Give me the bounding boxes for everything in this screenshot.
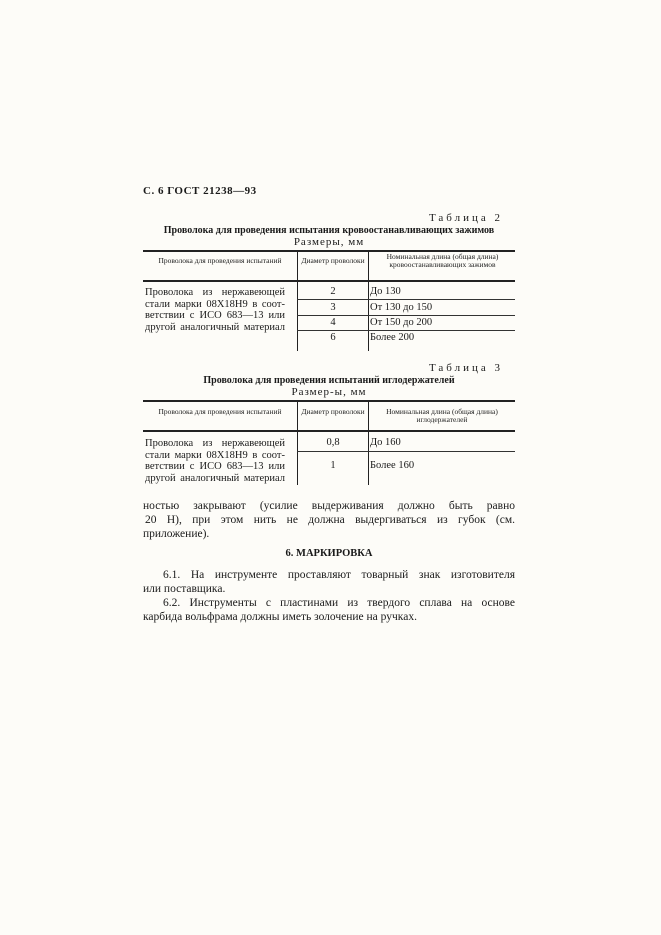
column-divider [368, 401, 369, 485]
length-cell: До 130 [370, 286, 401, 297]
text-line: ностью закрывают (усилие выдерживания должно быть равно [143, 500, 515, 512]
table-units: Размер-ы, мм [291, 386, 367, 398]
header-length: Номинальная длина (общая длина) иглодержателей [386, 407, 498, 424]
text-line: или поставщика. [143, 583, 226, 595]
text-line: 20 Н), при этом нить не должна выдергиваться из губок (см. [145, 514, 515, 526]
table-caption: Проволока для проведения испытания кровоостанавливающих зажимов [163, 225, 495, 236]
material-line: стали марки 08Х18Н9 в соот- [145, 298, 285, 310]
material-line: другой аналогичный материал [145, 472, 285, 484]
text-line: приложение). [143, 528, 210, 540]
diameter-cell: 4 [330, 317, 336, 328]
header-material: Проволока для проведения испытаний [158, 407, 282, 416]
length-cell: От 130 до 150 [370, 302, 433, 313]
page-header: С. 6 ГОСТ 21238—93 [143, 185, 257, 197]
row-rule [297, 299, 515, 300]
material-line: ветствии с ИСО 683—13 или [145, 310, 285, 321]
table-top-rule [143, 400, 515, 402]
header-diameter: Диаметр проволоки [301, 256, 365, 265]
diameter-cell: 2 [330, 286, 336, 297]
table-number: Таблица 2 [428, 212, 503, 224]
header-diameter: Диаметр проволоки [301, 407, 365, 416]
header-length: Номинальная длина (общая длина) кровоостанавливающих зажимов [386, 252, 499, 269]
table-units: Размеры, мм [293, 236, 365, 248]
length-cell: Более 200 [370, 332, 415, 343]
material-line: стали марки 08Х18Н9 в соот- [145, 449, 285, 461]
length-cell: От 150 до 200 [370, 317, 433, 328]
table-caption: Проволока для проведения испытаний иглодержателей [203, 375, 455, 386]
length-cell: До 160 [370, 437, 401, 448]
text-line: 6.2. Инструменты с пластинами из твердого сплава на основе [163, 597, 515, 609]
row-rule [297, 451, 515, 452]
material-line: другой аналогичный материал [145, 321, 285, 333]
table-number: Таблица 3 [428, 362, 503, 374]
material-line: ветствии с ИСО 683—13 или [145, 461, 285, 472]
material-line: Проволока из нержавеющей [145, 438, 285, 449]
material-line: Проволока из нержавеющей [145, 287, 285, 298]
row-rule [297, 315, 515, 316]
length-cell: Более 160 [370, 460, 415, 471]
row-rule [297, 330, 515, 331]
column-divider [368, 251, 369, 351]
material-cell [145, 438, 285, 484]
diameter-cell: 1 [330, 460, 336, 471]
text-line: 6.1. На инструменте проставляют товарный знак изготовителя [163, 569, 515, 581]
header-rule [143, 280, 515, 282]
diameter-cell: 0,8 [326, 437, 340, 448]
text-line: карбида вольфрама должны иметь золочение на ручках. [143, 611, 417, 623]
continuation-paragraph [143, 499, 515, 541]
header-material: Проволока для проведения испытаний [158, 256, 282, 265]
header-rule [143, 430, 515, 432]
material-cell [145, 287, 285, 333]
section-body [143, 568, 515, 624]
diameter-cell: 6 [330, 332, 336, 343]
diameter-cell: 3 [330, 302, 336, 313]
section-title: 6. МАРКИРОВКА [285, 548, 373, 559]
